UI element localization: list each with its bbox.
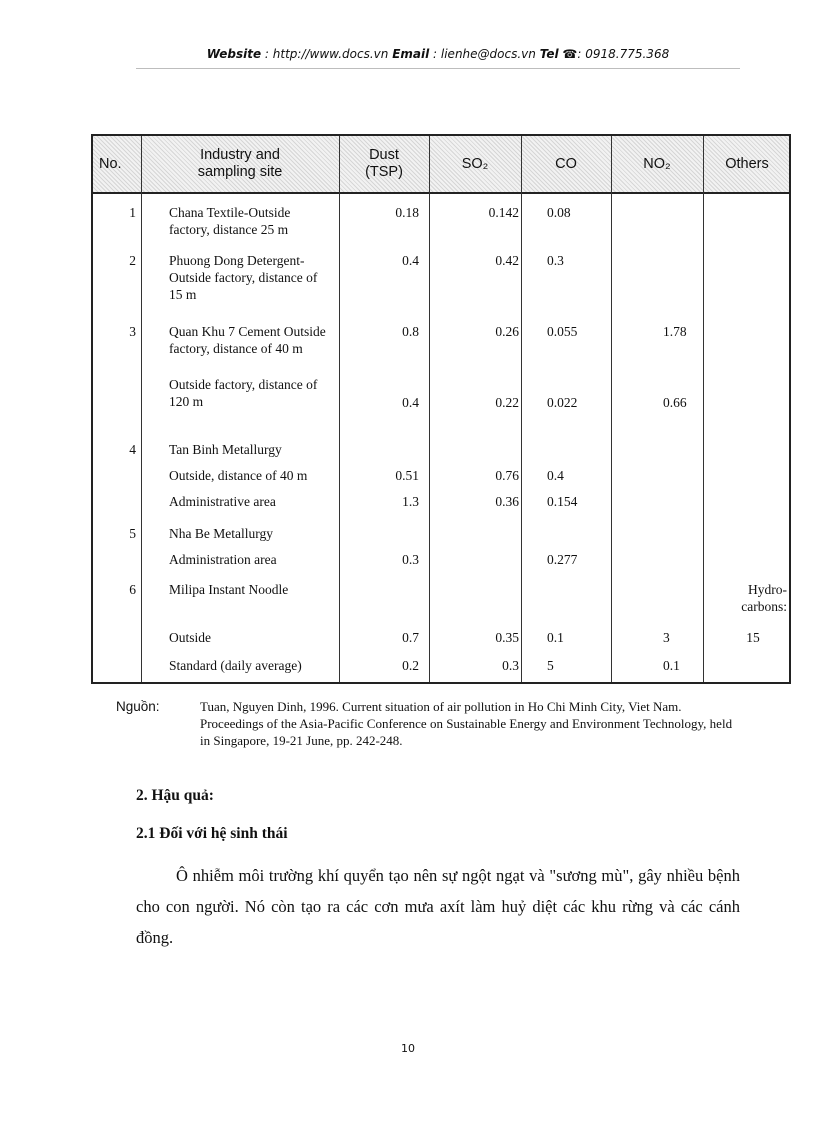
row-number: 4 bbox=[129, 442, 136, 457]
tel-value: : 0918.775.368 bbox=[577, 47, 670, 61]
dust-value: 0.3 bbox=[402, 552, 419, 567]
dust-value: 0.2 bbox=[402, 658, 419, 673]
table-column-divider bbox=[611, 136, 612, 682]
phone-icon: ☎ bbox=[562, 47, 578, 61]
sampling-site: Quan Khu 7 Cement Outside factory, distance of 40 m bbox=[169, 324, 326, 356]
dust-value: 0.4 bbox=[402, 395, 419, 410]
co-value: 0.055 bbox=[547, 324, 578, 339]
source-citation: Tuan, Nguyen Dinh, 1996. Current situation of air pollution in Ho Chi Minh City, Viet Nam. Proceedings of the Asia-Pacific Conference on Sustainable Energy and Environment Technology, held in Singapore, 19-21 June, pp. 242-248. bbox=[200, 699, 733, 748]
no2-value: 1.78 bbox=[663, 324, 687, 339]
section-heading: 2. Hậu quả: bbox=[136, 787, 214, 804]
pollution-table bbox=[91, 134, 791, 684]
header-divider bbox=[136, 68, 740, 69]
row-number: 3 bbox=[129, 324, 136, 339]
column-site-header: Industry and sampling site bbox=[197, 147, 283, 180]
website-label: Website bbox=[206, 47, 262, 61]
co-value: 0.154 bbox=[547, 494, 578, 509]
co-value: 0.3 bbox=[547, 253, 564, 268]
row-number: 2 bbox=[129, 253, 136, 268]
no2-value: 0.1 bbox=[663, 658, 680, 673]
co-value: 0.1 bbox=[547, 630, 564, 645]
dust-value: 1.3 bbox=[402, 494, 419, 509]
body-paragraph: Ô nhiễm môi trường khí quyển tạo nên sự ngột ngạt và "sương mù", gây nhiều bệnh cho con người. Nó còn tạo ra các cơn mưa axít làm huỷ diệt các khu rừng và các cánh đồng. bbox=[136, 866, 740, 947]
dust-value: 0.7 bbox=[402, 630, 419, 645]
page-number: 10 bbox=[401, 1042, 415, 1055]
sampling-site: Tan Binh Metallurgy bbox=[169, 442, 282, 457]
sampling-site: Chana Textile-Outside factory, distance 25 m bbox=[169, 205, 291, 237]
dust-value: 0.8 bbox=[402, 324, 419, 339]
others-value: Hydro- carbons: bbox=[741, 582, 787, 614]
subsection-heading: 2.1 Đối với hệ sinh thái bbox=[136, 825, 288, 842]
source-label: Nguồn: bbox=[116, 699, 160, 714]
so2-value: 0.42 bbox=[495, 253, 519, 268]
table-column-divider bbox=[521, 136, 522, 682]
no2-value: 0.66 bbox=[663, 395, 687, 410]
co-value: 0.4 bbox=[547, 468, 564, 483]
no2-value: 3 bbox=[663, 630, 670, 645]
column-no-header: No. bbox=[99, 155, 122, 172]
sampling-site: Outside factory, distance of 120 m bbox=[169, 377, 318, 409]
tel-label: Tel bbox=[539, 47, 559, 61]
dust-value: 0.18 bbox=[395, 205, 419, 220]
email-value[interactable]: lienhe@docs.vn bbox=[440, 47, 536, 61]
column-so2-header: SO₂ bbox=[461, 155, 489, 172]
co-value: 0.022 bbox=[547, 395, 578, 410]
sampling-site: Standard (daily average) bbox=[169, 658, 302, 673]
so2-value: 0.26 bbox=[495, 324, 519, 339]
sampling-site: Milipa Instant Noodle bbox=[169, 582, 289, 597]
so2-value: 0.142 bbox=[488, 205, 519, 220]
so2-value: 0.35 bbox=[495, 630, 519, 645]
so2-value: 0.3 bbox=[502, 658, 519, 673]
so2-value: 0.36 bbox=[495, 494, 519, 509]
co-value: 0.08 bbox=[547, 205, 571, 220]
co-value: 5 bbox=[547, 658, 554, 673]
website-url[interactable]: http://www.docs.vn bbox=[272, 47, 389, 61]
email-label: Email bbox=[392, 47, 430, 61]
sampling-site: Outside, distance of 40 m bbox=[169, 468, 308, 483]
sampling-site: Phuong Dong Detergent-Outside factory, distance of 15 m bbox=[169, 253, 318, 302]
table-column-divider bbox=[141, 136, 142, 682]
sampling-site: Nha Be Metallurgy bbox=[169, 526, 273, 541]
others-value: 15 bbox=[746, 630, 760, 645]
row-number: 1 bbox=[129, 205, 136, 220]
column-no2-header: NO₂ bbox=[643, 155, 671, 172]
sampling-site: Outside bbox=[169, 630, 211, 645]
page-header: Website : http://www.docs.vn Email : lienhe@docs.vn Tel ☎: 0918.775.368 bbox=[206, 47, 670, 61]
so2-value: 0.76 bbox=[495, 468, 519, 483]
dust-value: 0.4 bbox=[402, 253, 419, 268]
column-co-header: CO bbox=[555, 155, 577, 172]
sampling-site: Administration area bbox=[169, 552, 277, 567]
sampling-site: Administrative area bbox=[169, 494, 276, 509]
row-number: 6 bbox=[129, 582, 136, 597]
row-number: 5 bbox=[129, 526, 136, 541]
column-others-header: Others bbox=[725, 155, 769, 172]
so2-value: 0.22 bbox=[495, 395, 519, 410]
dust-value: 0.51 bbox=[395, 468, 419, 483]
column-dust-header: Dust (TSP) bbox=[365, 147, 403, 180]
co-value: 0.277 bbox=[547, 552, 578, 567]
